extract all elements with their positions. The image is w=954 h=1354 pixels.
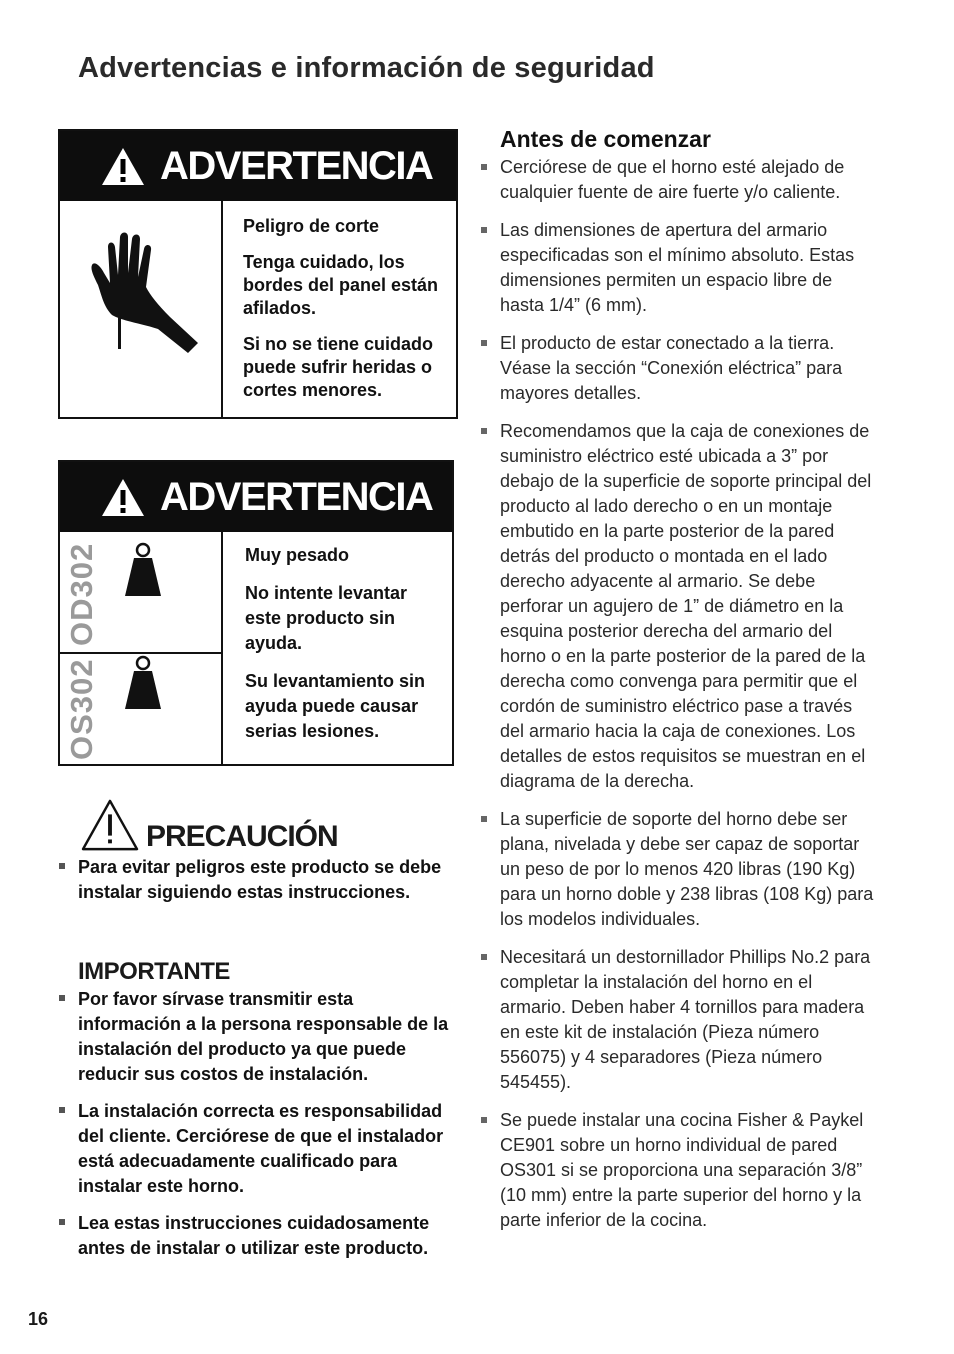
list-item: La superficie de soporte del horno debe ser plana, nivelada y debe ser capaz de soportar un peso de por lo menos 420 libras (190 Kg) para un horno doble y 238 libras (108 Kg) para los modelos individuales. bbox=[480, 807, 880, 932]
weight-icon bbox=[123, 542, 163, 598]
caution-header bbox=[80, 798, 338, 852]
warning-line: Si no se tiene cuidado puede sufrir heridas o cortes menores. bbox=[243, 334, 434, 400]
list-item: Cerciórese de que el horno esté alejado de cualquier fuente de aire fuerte y/o caliente. bbox=[480, 155, 880, 205]
warning-line: Muy pesado bbox=[245, 545, 350, 565]
list-item: Por favor sírvase transmitir esta información a la persona responsable de la instalación del producto ya que puede reducir sus costos de instalación. bbox=[58, 987, 458, 1087]
warning-line: No intente levantar este producto sin ayuda. bbox=[245, 583, 408, 653]
caution-triangle-icon bbox=[80, 798, 140, 852]
caution-heading: PRECAUCIÓN bbox=[146, 820, 338, 853]
section-title: Antes de comenzar bbox=[500, 126, 711, 152]
list-item: La instalación correcta es responsabilidad del cliente. Cerciórese de que el instalador está adecuadamente cualificado para instalar este horno. bbox=[58, 1099, 458, 1199]
important-heading: IMPORTANTE bbox=[78, 958, 230, 985]
list-item: Para evitar peligros este producto se debe instalar siguiendo estas instrucciones. bbox=[58, 855, 448, 905]
warning-line: Su levantamiento sin ayuda puede causar serias lesiones. bbox=[245, 671, 426, 741]
list-item: Se puede instalar una cocina Fisher & Paykel CE901 sobre un horno individual de pared OS301 si se proporciona una separación 3/8” (10 mm) entre la parte superior del horno y la parte inferior de la cocina. bbox=[480, 1108, 880, 1233]
warning-header bbox=[60, 462, 452, 532]
warning-header bbox=[60, 131, 456, 201]
model-label-os302: OS302 bbox=[64, 658, 99, 760]
list-item: Necesitará un destornillador Phillips No.2 para completar la instalación del horno en el armario. Deben haber 4 tornillos para madera en este kit de instalación (Pieza número 556075) y 4 separadores (Pieza número 545455). bbox=[480, 945, 880, 1095]
list-item: Recomendamos que la caja de conexiones de suministro eléctrico esté ubicada a 3” por debajo de la superficie de soporte principal del producto al lado derecho o en un montaje embutido en la parte posterior de la pared detrás del producto o montada en el lado derecho adyacente al armario. Se debe perforar un agujero de 1” de diámetro en la esquina posterior derecha del armario del horno o en la parte posterior de la pared de la derecha como convenga para permitir que el cordón de suministro eléctrico pase a través del armario hacia la caja de conexiones. Los detalles de estos requisitos se muestran en el diagrama de la derecha. bbox=[480, 419, 880, 794]
warning-line: Tenga cuidado, los bordes del panel están afilados. bbox=[243, 252, 439, 318]
caution-list bbox=[58, 855, 448, 917]
warning-triangle-icon bbox=[100, 476, 146, 518]
list-item: Las dimensiones de apertura del armario especificadas son el mínimo absoluto. Estas dimensiones permiten un espacio libre de hasta 1/4” (6 mm). bbox=[480, 218, 880, 318]
warning-triangle-icon bbox=[100, 145, 146, 187]
list-item: El producto de estar conectado a la tierra. Véase la sección “Conexión eléctrica” para mayores detalles. bbox=[480, 331, 880, 406]
warning-heading: ADVERTENCIA bbox=[160, 143, 433, 188]
before-list bbox=[480, 155, 880, 1246]
list-item: Lea estas instrucciones cuidadosamente antes de instalar o utilizar este producto. bbox=[58, 1211, 458, 1261]
important-list bbox=[58, 987, 458, 1273]
page-title: Advertencias e información de seguridad bbox=[78, 52, 655, 84]
warning-heading: ADVERTENCIA bbox=[160, 474, 433, 519]
model-label-od302: OD302 bbox=[64, 542, 99, 646]
page-number: 16 bbox=[28, 1309, 49, 1329]
warning-box-heavy bbox=[58, 460, 454, 766]
weight-icon bbox=[123, 655, 163, 711]
warning-box-cut bbox=[58, 129, 458, 419]
warning-line: Peligro de corte bbox=[243, 216, 380, 236]
cut-hand-icon bbox=[80, 225, 210, 355]
